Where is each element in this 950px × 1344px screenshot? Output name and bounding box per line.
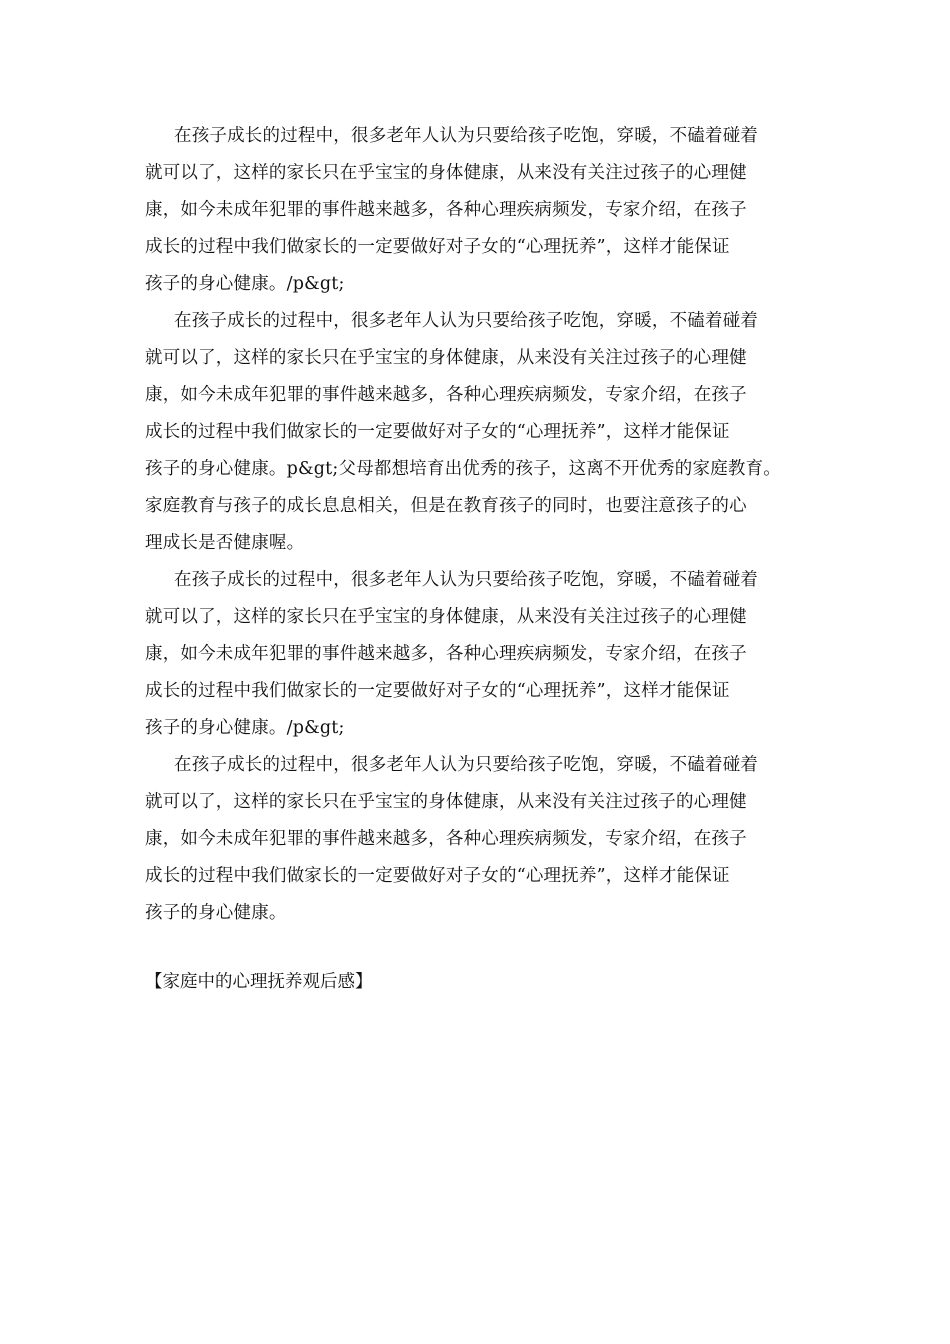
text-line: 孩子的身心健康。p&gt;父母都想培育出优秀的孩子，这离不开优秀的家庭教育。 <box>145 459 782 479</box>
text-line: 孩子的身心健康。/p&gt; <box>145 274 345 294</box>
text-line: 孩子的身心健康。 <box>145 903 287 923</box>
text-line: 成长的过程中我们做家长的一定要做好对子女的“心理抚养”，这样才能保证 <box>145 866 730 886</box>
text-line: 家庭教育与孩子的成长息息相关，但是在教育孩子的同时，也要注意孩子的心 <box>145 496 747 516</box>
text-line: 成长的过程中我们做家长的一定要做好对子女的“心理抚养”，这样才能保证 <box>145 681 730 701</box>
article-body <box>145 118 825 932</box>
text-line: 在孩子成长的过程中，很多老年人认为只要给孩子吃饱，穿暖，不磕着碰着 <box>174 311 759 331</box>
text-line: 就可以了，这样的家长只在乎宝宝的身体健康，从来没有关注过孩子的心理健 <box>145 792 747 812</box>
text-line: 康，如今未成年犯罪的事件越来越多，各种心理疾病频发，专家介绍，在孩子 <box>145 644 747 664</box>
text-line: 康，如今未成年犯罪的事件越来越多，各种心理疾病频发，专家介绍，在孩子 <box>145 385 747 405</box>
text-line: 成长的过程中我们做家长的一定要做好对子女的“心理抚养”，这样才能保证 <box>145 422 730 442</box>
text-line: 就可以了，这样的家长只在乎宝宝的身体健康，从来没有关注过孩子的心理健 <box>145 607 747 627</box>
text-line: 在孩子成长的过程中，很多老年人认为只要给孩子吃饱，穿暖，不磕着碰着 <box>174 570 759 590</box>
text-line: 康，如今未成年犯罪的事件越来越多，各种心理疾病频发，专家介绍，在孩子 <box>145 200 747 220</box>
text-line: 在孩子成长的过程中，很多老年人认为只要给孩子吃饱，穿暖，不磕着碰着 <box>174 755 759 775</box>
text-line: 就可以了，这样的家长只在乎宝宝的身体健康，从来没有关注过孩子的心理健 <box>145 163 747 183</box>
article-title-footer: 【家庭中的心理抚养观后感】 <box>145 972 373 992</box>
text-line: 就可以了，这样的家长只在乎宝宝的身体健康，从来没有关注过孩子的心理健 <box>145 348 747 368</box>
text-line: 康，如今未成年犯罪的事件越来越多，各种心理疾病频发，专家介绍，在孩子 <box>145 829 747 849</box>
text-line: 孩子的身心健康。/p&gt; <box>145 718 345 738</box>
text-line: 理成长是否健康喔。 <box>145 533 305 553</box>
text-line: 在孩子成长的过程中，很多老年人认为只要给孩子吃饱，穿暖，不磕着碰着 <box>174 126 759 146</box>
text-line: 成长的过程中我们做家长的一定要做好对子女的“心理抚养”，这样才能保证 <box>145 237 730 257</box>
